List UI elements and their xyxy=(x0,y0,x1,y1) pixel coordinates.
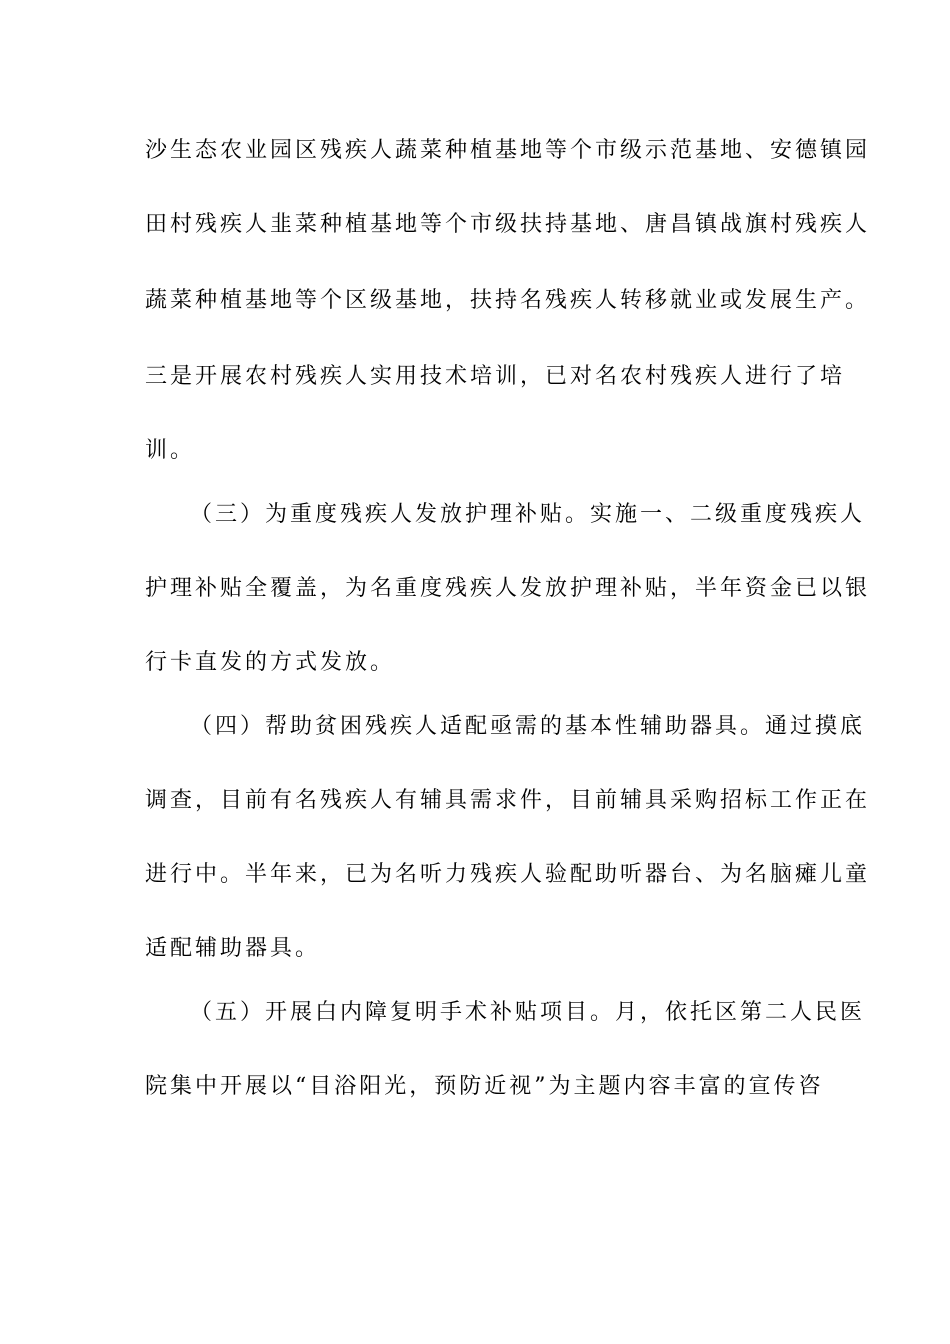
text-line: 训。 xyxy=(145,438,196,463)
text-line: 院集中开展以“目浴阳光，预防近视”为主题内容丰富的宣传咨 xyxy=(145,1074,824,1099)
paragraph-heading-line: （五）开展白内障复明手术补贴项目。月，依托区第二人民医 xyxy=(190,1000,866,1025)
text-line: 进行中。半年来，已为名听力残疾人验配助听器台、为名脑瘫儿童 xyxy=(145,862,871,887)
text-line: 三是开展农村残疾人实用技术培训，已对名农村残疾人进行了培 xyxy=(145,364,846,389)
text-line: 田村残疾人韭菜种植基地等个市级扶持基地、唐昌镇战旗村残疾人 xyxy=(145,212,871,237)
text-line: 行卡直发的方式发放。 xyxy=(145,650,396,675)
text-line: 护理补贴全覆盖，为名重度残疾人发放护理补贴，半年资金已以银 xyxy=(145,576,871,601)
text-line: 调查，目前有名残疾人有辅具需求件，目前辅具采购招标工作正在 xyxy=(145,788,871,813)
text-line: 蔬菜种植基地等个区级基地，扶持名残疾人转移就业或发展生产。 xyxy=(145,288,871,313)
paragraph-heading-line: （三）为重度残疾人发放护理补贴。实施一、二级重度残疾人 xyxy=(190,502,866,527)
text-line: 沙生态农业园区残疾人蔬菜种植基地等个市级示范基地、安德镇园 xyxy=(145,138,871,163)
text-line: 适配辅助器具。 xyxy=(145,936,321,961)
paragraph-heading-line: （四）帮助贫困残疾人适配亟需的基本性辅助器具。通过摸底 xyxy=(190,714,866,739)
